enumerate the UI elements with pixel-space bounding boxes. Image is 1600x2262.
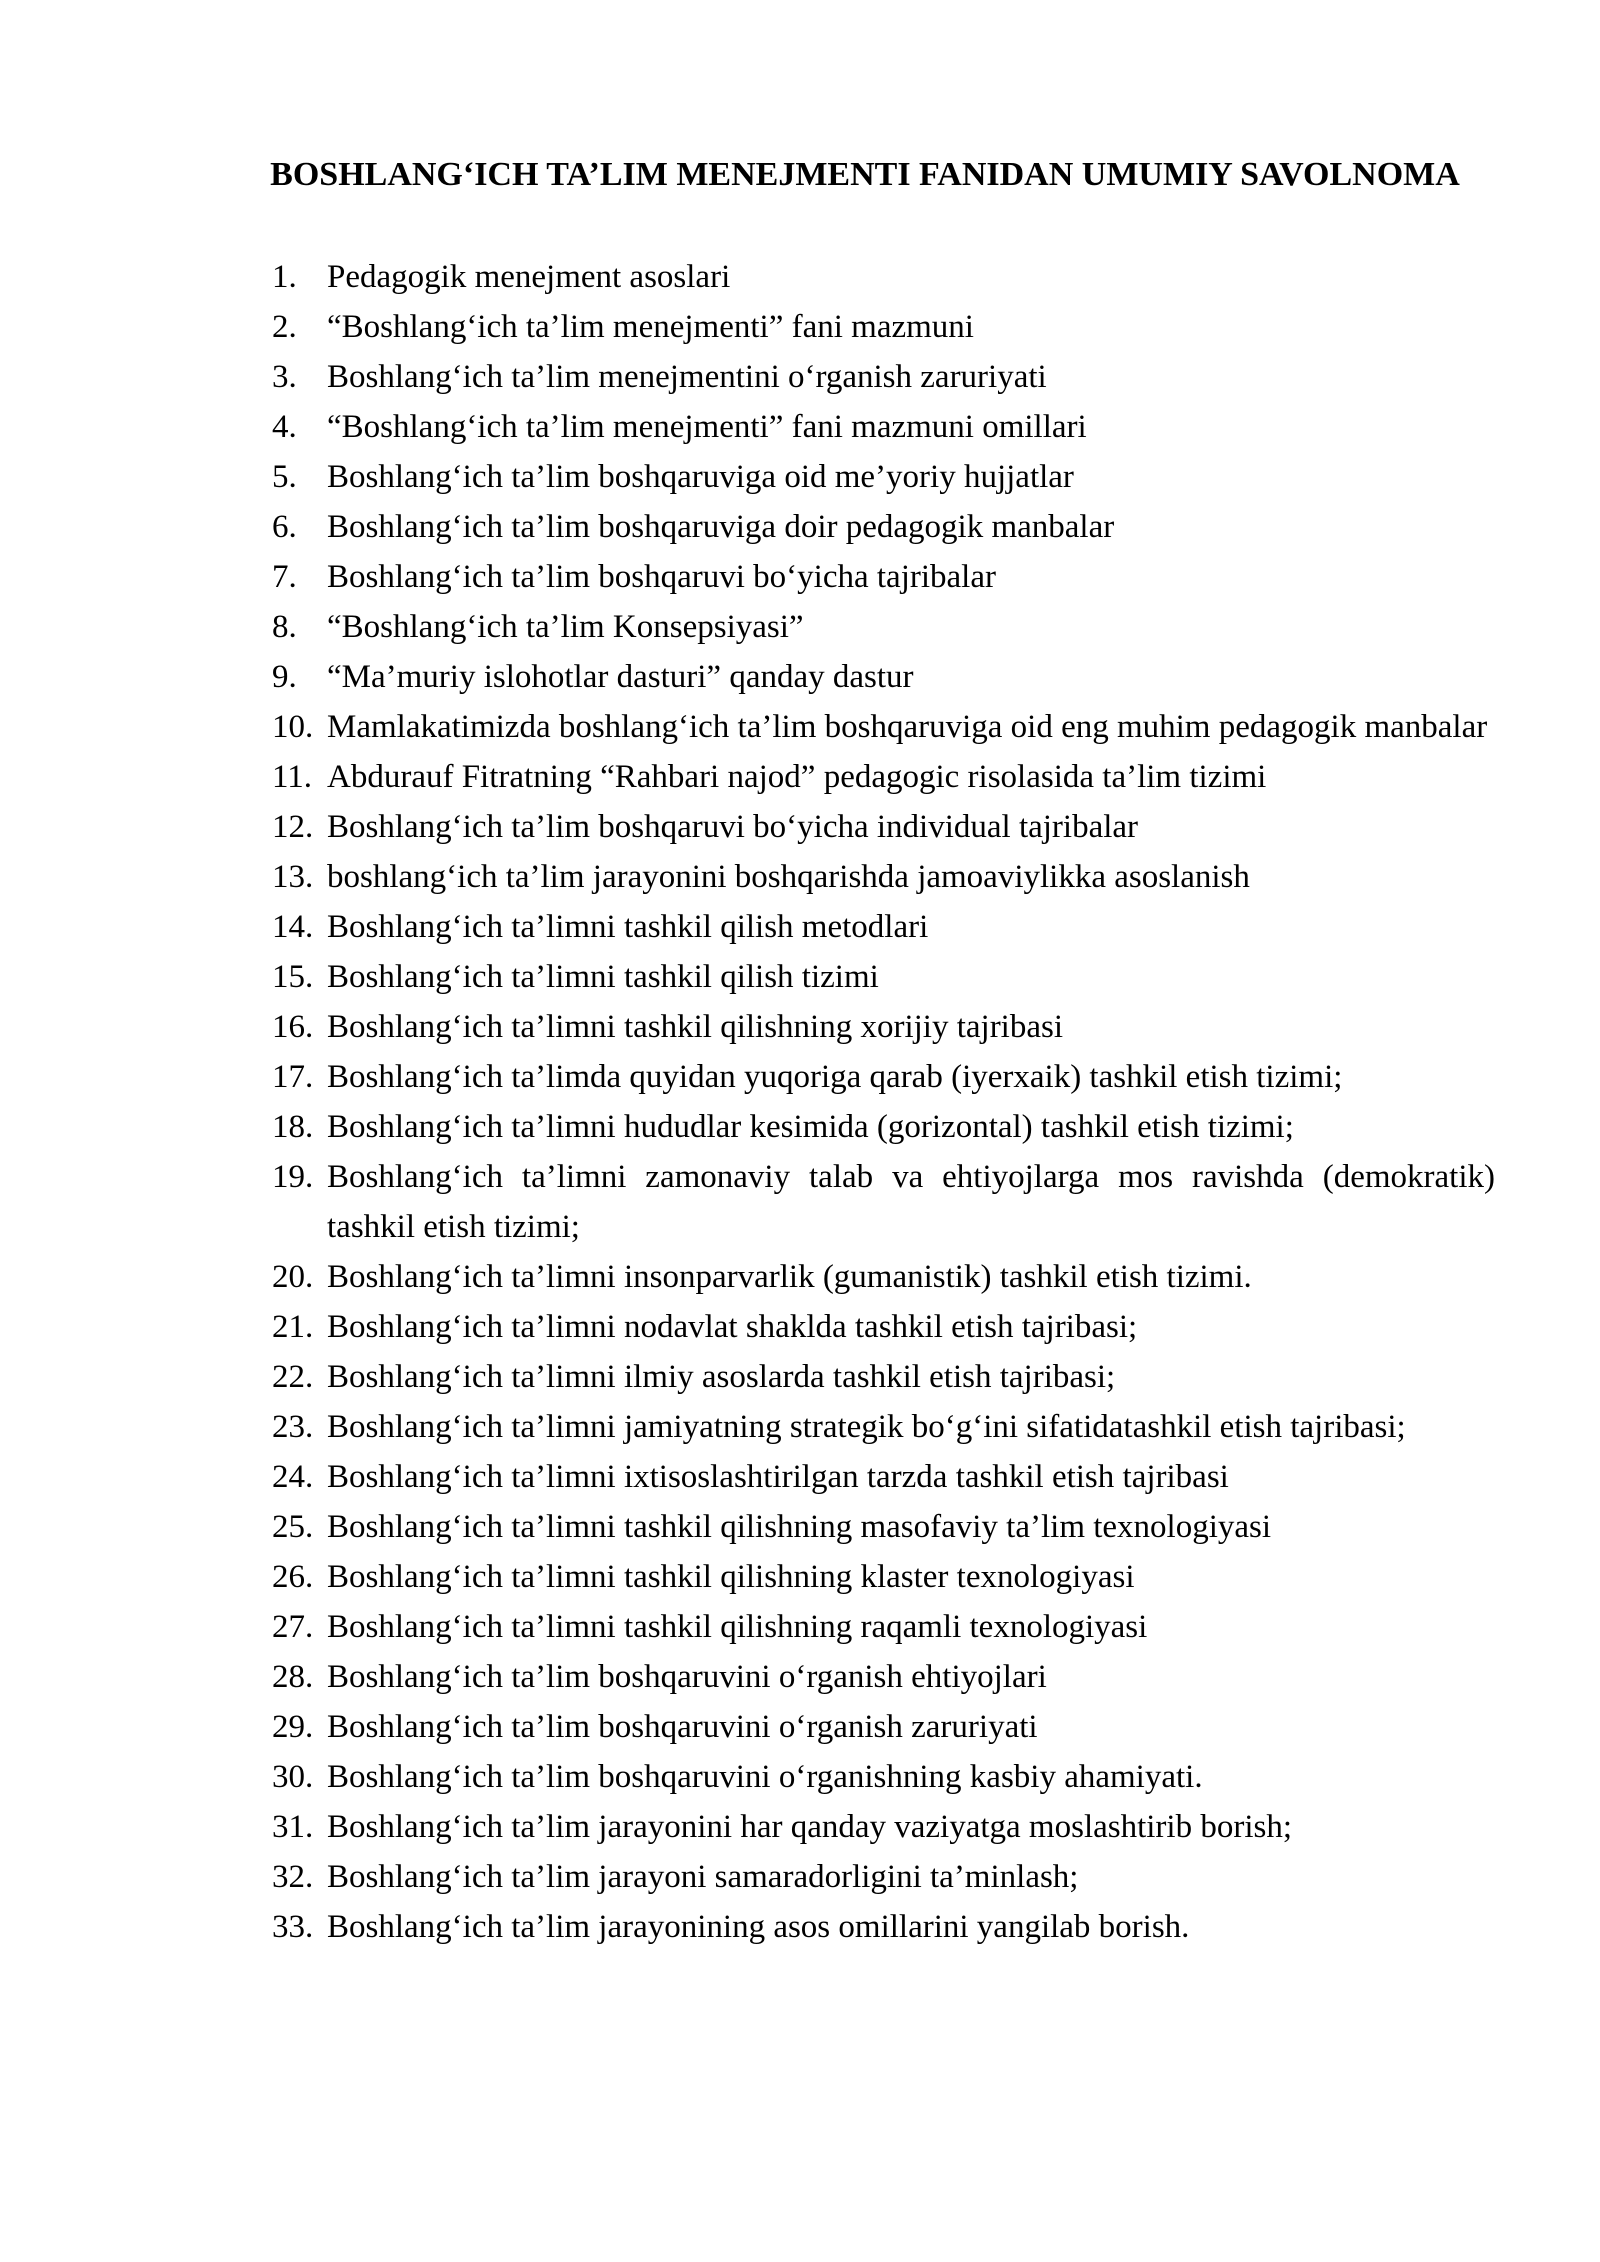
list-item [272,1352,1495,1402]
list-item-number: 15. [272,959,314,995]
list-item-number: 12. [272,809,314,845]
list-item-text: Boshlang‘ich ta’limni tashkil qilishning klaster texnologiyasi [327,1559,1135,1595]
list-item-number: 11. [272,759,313,795]
list-item-text: Boshlang‘ich ta’limni nodavlat shaklda tashkil etish tajribasi; [327,1309,1138,1345]
list-item-text: Boshlang‘ich ta’limni zamonaviy talab va ehtiyojlarga mos ravishda (demokratik) tashkil etish tizimi; [327,1159,1495,1245]
list-item-text: Boshlang‘ich ta’limni tashkil qilishning raqamli texnologiyasi [327,1609,1148,1645]
list-item [272,1052,1495,1102]
list-item [272,1302,1495,1352]
list-item-text: Boshlang‘ich ta’limni jamiyatning strategik bo‘g‘ini sifatidatashkil etish tajribasi; [327,1409,1406,1445]
list-item-text: Boshlang‘ich ta’lim boshqaruvini o‘rganishning kasbiy ahamiyati. [327,1759,1203,1795]
list-item [272,302,1495,352]
list-item [272,652,1495,702]
list-item [272,1452,1495,1502]
list-item-number: 14. [272,909,314,945]
list-item-number: 17. [272,1059,314,1095]
list-item-number: 3. [272,359,297,395]
list-item-text: “Boshlang‘ich ta’lim menejmenti” fani mazmuni [327,309,974,345]
list-item-text: boshlang‘ich ta’lim jarayonini boshqarishda jamoaviylikka asoslanish [327,859,1250,895]
list-item [272,1152,1495,1252]
list-item-number: 33. [272,1909,314,1945]
list-item-number: 31. [272,1809,314,1845]
list-item [272,752,1495,802]
list-item [272,702,1495,752]
list-item-number: 21. [272,1309,314,1345]
list-item-number: 27. [272,1609,314,1645]
list-item [272,1852,1495,1902]
list-item-number: 32. [272,1859,314,1895]
list-item-number: 19. [272,1159,314,1195]
list-item-text: Boshlang‘ich ta’lim boshqaruvini o‘rganish zaruriyati [327,1709,1038,1745]
list-item-number: 16. [272,1009,314,1045]
list-item [272,852,1495,902]
list-item-text: Boshlang‘ich ta’limni tashkil qilish metodlari [327,909,929,945]
list-item-text: Boshlang‘ich ta’lim boshqaruvini o‘rganish ehtiyojlari [327,1659,1047,1695]
list-item-number: 2. [272,309,297,345]
list-item-number: 13. [272,859,314,895]
list-item-number: 29. [272,1709,314,1745]
list-item-number: 23. [272,1409,314,1445]
list-item-text: Boshlang‘ich ta’lim menejmentini o‘rganish zaruriyati [327,359,1047,395]
list-item-number: 26. [272,1559,314,1595]
list-item [272,402,1495,452]
list-item [272,1552,1495,1602]
list-item-text: Abdurauf Fitratning “Rahbari najod” pedagogic risolasida ta’lim tizimi [327,759,1267,795]
list-item-text: Boshlang‘ich ta’limni tashkil qilish tizimi [327,959,879,995]
list-item-text: “Ma’muriy islohotlar dasturi” qanday dastur [327,659,914,695]
list-item-text: Boshlang‘ich ta’lim jarayonining asos omillarini yangilab borish. [327,1909,1190,1945]
list-item [272,352,1495,402]
list-item-text: “Boshlang‘ich ta’lim menejmenti” fani mazmuni omillari [327,409,1087,445]
list-item-number: 28. [272,1659,314,1695]
list-item-text: Boshlang‘ich ta’limni ixtisoslashtirilgan tarzda tashkil etish tajribasi [327,1459,1229,1495]
list-item-number: 24. [272,1459,314,1495]
list-item-number: 7. [272,559,297,595]
list-item [272,1802,1495,1852]
list-item [272,602,1495,652]
list-item [272,1702,1495,1752]
list-item-text: Boshlang‘ich ta’lim jarayonini har qanday vaziyatga moslashtirib borish; [327,1809,1293,1845]
list-item-text: Boshlang‘ich ta’lim boshqaruvi bo‘yicha tajribalar [327,559,996,595]
list-item-number: 4. [272,409,297,445]
list-item-text: Pedagogik menejment asoslari [327,259,731,295]
list-item [272,552,1495,602]
list-item [272,1652,1495,1702]
list-item-number: 22. [272,1359,314,1395]
list-item-number: 8. [272,609,297,645]
list-item-text: Boshlang‘ich ta’lim boshqaruviga doir pedagogik manbalar [327,509,1115,545]
list-item [272,902,1495,952]
list-item [272,802,1495,852]
list-item-text: Boshlang‘ich ta’lim boshqaruvi bo‘yicha individual tajribalar [327,809,1139,845]
list-item-number: 1. [272,259,297,295]
list-item-number: 6. [272,509,297,545]
list-item [272,1902,1495,1952]
list-item [272,252,1495,302]
list-item [272,1402,1495,1452]
list-item-text: Boshlang‘ich ta’limni tashkil qilishning xorijiy tajribasi [327,1009,1064,1045]
list-item [272,1502,1495,1552]
list-item-text: Boshlang‘ich ta’limni tashkil qilishning masofaviy ta’lim texnologiyasi [327,1509,1272,1545]
list-item-number: 25. [272,1509,314,1545]
list-item [272,502,1495,552]
list-item-text: Boshlang‘ich ta’limni hududlar kesimida (gorizontal) tashkil etish tizimi; [327,1109,1294,1145]
list-item-number: 5. [272,459,297,495]
list-item [272,1252,1495,1302]
document-title: BOSHLANG‘ICH TA’LIM MENEJMENTI FANIDAN UMUMIY SAVOLNOMA [270,156,1460,193]
list-item-text: Boshlang‘ich ta’lim jarayoni samaradorligini ta’minlash; [327,1859,1079,1895]
list-item [272,1752,1495,1802]
list-item-text: Boshlang‘ich ta’limda quyidan yuqoriga qarab (iyerxaik) tashkil etish tizimi; [327,1059,1343,1095]
list-item-text: Mamlakatimizda boshlang‘ich ta’lim boshqaruviga oid eng muhim pedagogik manbalar [327,709,1488,745]
question-list [272,252,1495,1952]
list-item [272,952,1495,1002]
list-item [272,1002,1495,1052]
list-item-text: Boshlang‘ich ta’limni insonparvarlik (gumanistik) tashkil etish tizimi. [327,1259,1252,1295]
list-item-number: 20. [272,1259,314,1295]
list-item [272,1102,1495,1152]
list-item [272,1602,1495,1652]
list-item [272,452,1495,502]
list-item-number: 9. [272,659,297,695]
list-item-number: 30. [272,1759,314,1795]
list-item-text: Boshlang‘ich ta’limni ilmiy asoslarda tashkil etish tajribasi; [327,1359,1116,1395]
list-item-number: 18. [272,1109,314,1145]
list-item-text: “Boshlang‘ich ta’lim Konsepsiyasi” [327,609,804,645]
list-item-text: Boshlang‘ich ta’lim boshqaruviga oid me’yoriy hujjatlar [327,459,1074,495]
list-item-number: 10. [272,709,314,745]
